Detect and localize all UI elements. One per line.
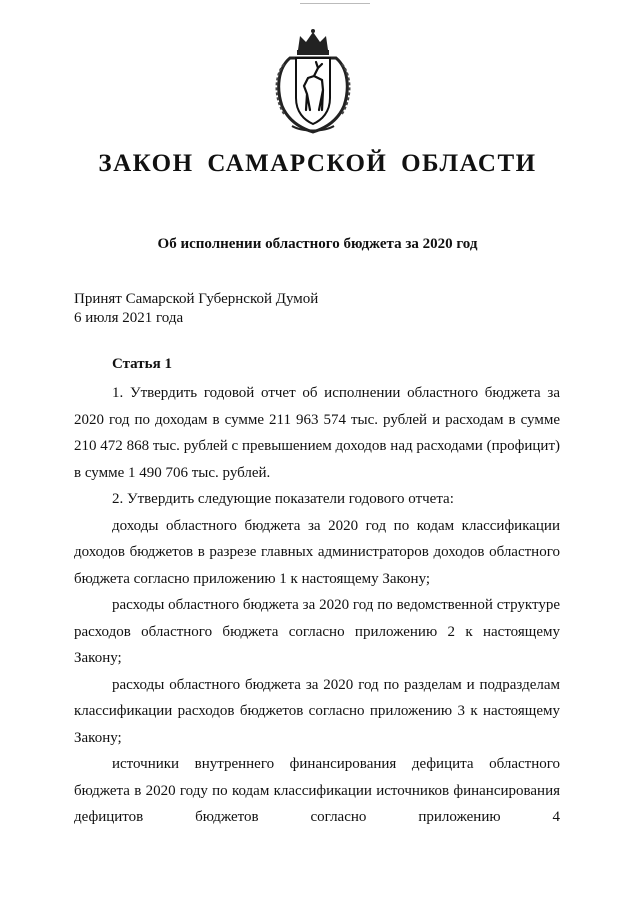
article-paragraph: расходы областного бюджета за 2020 год по ведомственной структуре расходов областного бюджета согласно приложению 2 к настоящему Закону; xyxy=(74,597,560,666)
adoption-date: 6 июля 2021 года xyxy=(74,310,184,326)
adoption-body: Принят Самарской Губернской Думой xyxy=(74,291,319,307)
law-title: ЗАКОН САМАРСКОЙ ОБЛАСТИ xyxy=(98,150,537,177)
law-subtitle: Об исполнении областного бюджета за 2020 год xyxy=(157,236,478,252)
article-heading: Статья 1 xyxy=(112,356,172,372)
article-paragraph: источники внутреннего финансирования дефицита областного бюджета в 2020 году по кодам классификации источников финансирования дефицитов бюджетов согласно приложению 4 xyxy=(74,756,560,825)
adoption-block xyxy=(74,290,318,328)
scan-edge-mark xyxy=(300,0,370,4)
article-paragraph: расходы областного бюджета за 2020 год по разделам и подразделам классификации расходов бюджетов согласно приложению 3 к настоящему Закону; xyxy=(74,676,560,746)
article-body xyxy=(74,380,560,831)
article-paragraph: 2. Утвердить следующие показатели годового отчета: xyxy=(112,491,454,507)
article-paragraph: 1. Утвердить годовой отчет об исполнении областного бюджета за 2020 год по доходам в сумме 211 963 574 тыс. рублей и расходам в сумме 210 472 868 тыс. рублей с превышением доходов над расходами (профицит) в сумме 1 490 706 тыс. рублей. xyxy=(74,385,560,481)
coat-of-arms-icon xyxy=(270,28,356,134)
article-paragraph: доходы областного бюджета за 2020 год по кодам классификации доходов бюджетов в разрезе главных администраторов доходов областного бюджета согласно приложению 1 к настоящему Закону; xyxy=(74,517,560,587)
